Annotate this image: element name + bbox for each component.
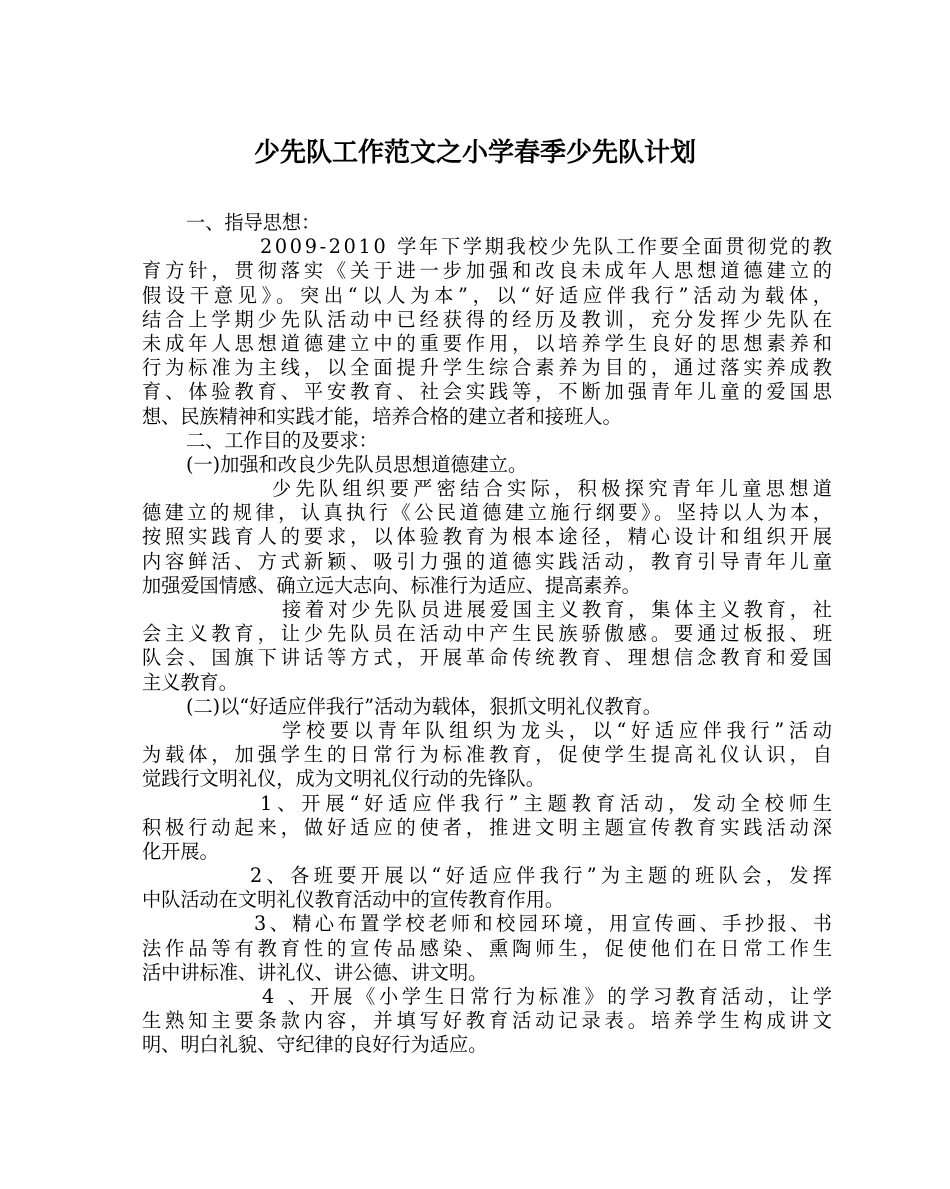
text-line: 结合上学期少先队活动中已经获得的经历及教训，充分发挥少先队在 [142, 307, 836, 331]
text-line: 明、明白礼貌、守纪律的良好行为适应。 [142, 1033, 488, 1057]
text-line: 少先队组织要严密结合实际，积极探究青年儿童思想道 [272, 477, 837, 501]
text-line: (一)加强和改良少先队员思想道德建立。 [186, 452, 528, 476]
document-title: 少先队工作范文之小学春季少先队计划 [253, 138, 696, 168]
text-line: 队会、国旗下讲话等方式，开展革命传统教育、理想信念教育和爱国 [142, 646, 836, 670]
text-line: 化开展。 [142, 839, 219, 863]
text-line: 3、精心布置学校老师和校园环境，用宣传画、手抄报、书 [254, 912, 836, 936]
text-line: 育、体验教育、平安教育、社会实践等，不断加强青年儿童的爱国思 [142, 380, 836, 404]
text-line: 行为标准为主线，以全面提升学生综合素养为目的，通过落实养成教 [142, 356, 836, 380]
text-line: 内容鲜活、方式新颖、吸引力强的道德实践活动，教育引导青年儿童 [142, 549, 836, 573]
text-line: 1、开展“好适应伴我行”主题教育活动，发动全校师生 [260, 791, 837, 815]
text-line: 中队活动在文明礼仪教育活动中的宣传教育作用。 [142, 888, 565, 912]
text-line: 生熟知主要条款内容，并填写好教育活动记录表。培养学生构成讲文 [142, 1009, 836, 1033]
text-line: 想、民族精神和实践才能，培养合格的建立者和接班人。 [142, 404, 622, 428]
text-line: 为载体，加强学生的日常行为标准教育，促使学生提高礼仪认识，自 [142, 743, 836, 767]
text-line: 觉践行文明礼仪，成为文明礼仪行动的先锋队。 [142, 767, 545, 791]
text-line: 主义教育。 [142, 670, 238, 694]
text-line: 2、各班要开展以“好适应伴我行”为主题的班队会，发挥 [250, 864, 837, 888]
text-line: (二)以“好适应伴我行”活动为载体，狠抓文明礼仪教育。 [186, 694, 662, 718]
document-body [142, 211, 837, 1058]
text-line: 4 、开展《小学生日常行为标准》的学习教育活动，让学 [262, 985, 836, 1008]
text-line: 德建立的规律，认真执行《公民道德建立施行纲要》。坚持以人为本， [142, 501, 836, 525]
text-line: 假设干意见》。突出“以人为本”，以“好适应伴我行”活动为载体， [142, 283, 837, 307]
text-line: 二、工作目的及要求： [186, 428, 378, 452]
text-line: 会主义教育，让少先队员在活动中产生民族骄傲感。要通过板报、班 [142, 622, 836, 646]
text-line: 按照实践育人的要求，以体验教育为根本途径，精心设计和组织开展 [142, 525, 836, 549]
text-line: 一、指导思想： [186, 211, 321, 234]
text-line: 活中讲标准、讲礼仪、讲公德、讲文明。 [142, 960, 488, 984]
text-line: 积极行动起来，做好适应的使者，推进文明主题宣传教育实践活动深 [142, 815, 836, 839]
text-line: 接着对少先队员进展爱国主义教育，集体主义教育，社 [282, 598, 836, 621]
text-line: 2009-2010 学年下学期我校少先队工作要全面贯彻党的教 [260, 235, 835, 259]
text-line: 加强爱国情感、确立远大志向、标准行为适应、提高素养。 [142, 573, 641, 597]
text-line: 学校要以青年队组织为龙头，以“好适应伴我行”活动 [282, 718, 837, 742]
text-line: 法作品等有教育性的宣传品感染、熏陶师生，促使他们在日常工作生 [142, 936, 836, 960]
text-line: 育方针，贯彻落实《关于进一步加强和改良未成年人思想道德建立的 [142, 259, 836, 283]
text-line: 未成年人思想道德建立中的重要作用，以培养学生良好的思想素养和 [142, 331, 836, 355]
